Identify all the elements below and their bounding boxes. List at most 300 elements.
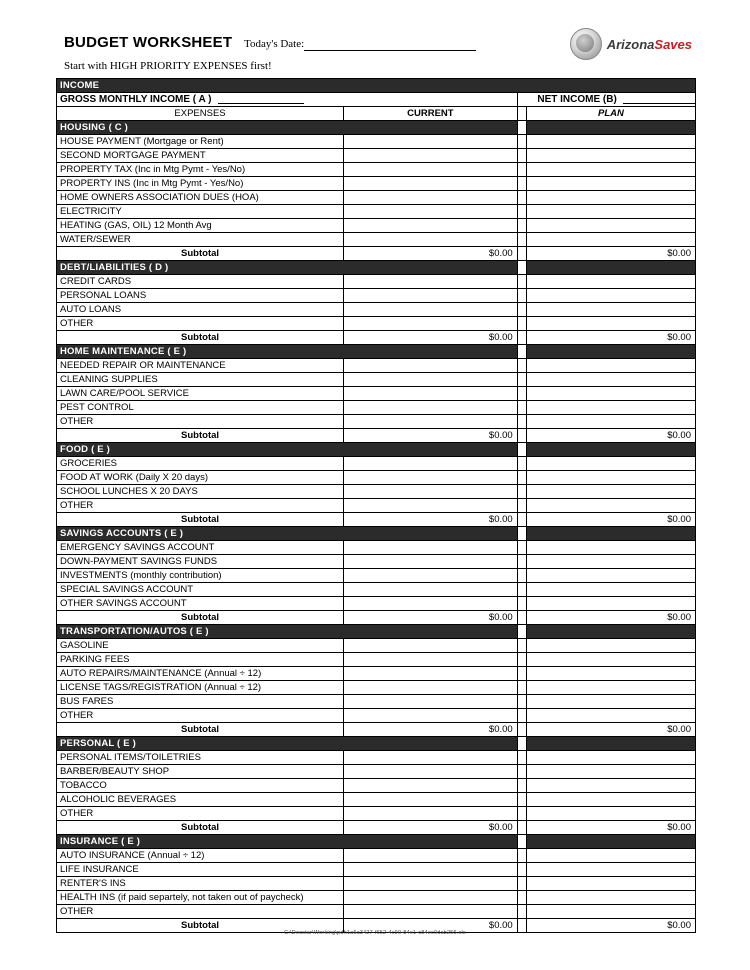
worksheet-header <box>56 22 696 78</box>
section-title: FOOD ( E ) <box>57 443 518 457</box>
subtotal-plan-value: $0.00 <box>526 331 695 345</box>
column-gap <box>517 555 526 569</box>
expense-plan-input[interactable] <box>526 905 695 919</box>
section-title-plan <box>526 345 695 359</box>
section-band-row <box>57 737 696 751</box>
expense-current-input[interactable] <box>344 765 518 779</box>
expense-label: OTHER SAVINGS ACCOUNT <box>57 597 344 611</box>
expense-plan-input[interactable] <box>526 219 695 233</box>
expense-label: AUTO LOANS <box>57 303 344 317</box>
expense-plan-input[interactable] <box>526 863 695 877</box>
subtotal-row <box>57 247 696 261</box>
table-row <box>57 387 696 401</box>
section-band-row <box>57 443 696 457</box>
subtotal-plan-value: $0.00 <box>526 247 695 261</box>
expense-current-input[interactable] <box>344 653 518 667</box>
column-gap <box>517 331 526 345</box>
todays-date-field[interactable] <box>304 50 476 51</box>
expense-label: DOWN-PAYMENT SAVINGS FUNDS <box>57 555 344 569</box>
subtotal-row <box>57 723 696 737</box>
column-gap <box>517 135 526 149</box>
expense-current-input[interactable] <box>344 751 518 765</box>
table-row <box>57 471 696 485</box>
expense-label: HOME OWNERS ASSOCIATION DUES (HOA) <box>57 191 344 205</box>
expense-current-input[interactable] <box>344 779 518 793</box>
subtotal-plan-value: $0.00 <box>526 821 695 835</box>
expense-current-input[interactable] <box>344 891 518 905</box>
section-title: INSURANCE ( E ) <box>57 835 518 849</box>
expense-plan-input[interactable] <box>526 149 695 163</box>
column-gap <box>517 485 526 499</box>
table-row <box>57 541 696 555</box>
expense-label: INVESTMENTS (monthly contribution) <box>57 569 344 583</box>
expense-label: TOBACCO <box>57 779 344 793</box>
section-title-plan <box>526 737 695 751</box>
section-title-plan <box>526 121 695 135</box>
subtotal-row <box>57 513 696 527</box>
expense-plan-input[interactable] <box>526 849 695 863</box>
expense-current-input[interactable] <box>344 149 518 163</box>
expense-current-input[interactable] <box>344 317 518 331</box>
table-row <box>57 905 696 919</box>
subtotal-row <box>57 821 696 835</box>
expense-plan-input[interactable] <box>526 751 695 765</box>
expense-current-input[interactable] <box>344 163 518 177</box>
expense-current-input[interactable] <box>344 191 518 205</box>
expense-label: PERSONAL LOANS <box>57 289 344 303</box>
net-income[interactable]: NET INCOME (B) <box>517 93 695 107</box>
expense-plan-input[interactable] <box>526 695 695 709</box>
table-row <box>57 457 696 471</box>
expense-label: LIFE INSURANCE <box>57 863 344 877</box>
subtotal-current-value: $0.00 <box>344 821 518 835</box>
expense-plan-input[interactable] <box>526 471 695 485</box>
subtotal-row <box>57 611 696 625</box>
column-gap <box>517 527 526 541</box>
section-band-row <box>57 527 696 541</box>
column-gap <box>517 569 526 583</box>
expense-plan-input[interactable] <box>526 457 695 471</box>
subtotal-label: Subtotal <box>57 723 344 737</box>
table-row <box>57 653 696 667</box>
expense-current-input[interactable] <box>344 905 518 919</box>
expense-label: WATER/SEWER <box>57 233 344 247</box>
expense-plan-input[interactable] <box>526 891 695 905</box>
expense-current-input[interactable] <box>344 289 518 303</box>
expense-current-input[interactable] <box>344 807 518 821</box>
expense-plan-input[interactable] <box>526 653 695 667</box>
expense-current-input[interactable] <box>344 863 518 877</box>
expense-current-input[interactable] <box>344 849 518 863</box>
expense-label: BARBER/BEAUTY SHOP <box>57 765 344 779</box>
table-row <box>57 681 696 695</box>
column-gap <box>517 191 526 205</box>
table-row <box>57 317 696 331</box>
expense-label: OTHER <box>57 905 344 919</box>
expense-label: OTHER <box>57 709 344 723</box>
expense-plan-input[interactable] <box>526 807 695 821</box>
income-band-label: INCOME <box>57 79 696 93</box>
section-title-plan <box>526 261 695 275</box>
expense-current-input[interactable] <box>344 793 518 807</box>
expense-label: SCHOOL LUNCHES X 20 DAYS <box>57 485 344 499</box>
subtotal-label: Subtotal <box>57 919 344 933</box>
expense-current-input[interactable] <box>344 373 518 387</box>
expense-current-input[interactable] <box>344 541 518 555</box>
table-row <box>57 807 696 821</box>
table-row <box>57 667 696 681</box>
table-row <box>57 303 696 317</box>
section-title: HOME MAINTENANCE ( E ) <box>57 345 518 359</box>
table-row <box>57 275 696 289</box>
expense-current-input[interactable] <box>344 457 518 471</box>
column-gap <box>517 597 526 611</box>
subtotal-label: Subtotal <box>57 331 344 345</box>
section-title: TRANSPORTATION/AUTOS ( E ) <box>57 625 518 639</box>
expense-plan-input[interactable] <box>526 877 695 891</box>
expense-current-input[interactable] <box>344 555 518 569</box>
column-gap <box>517 499 526 513</box>
expense-current-input[interactable] <box>344 639 518 653</box>
logo-text-secondary: Saves <box>654 36 692 52</box>
expense-plan-input[interactable] <box>526 569 695 583</box>
section-title: HOUSING ( C ) <box>57 121 518 135</box>
table-row <box>57 569 696 583</box>
column-gap <box>517 849 526 863</box>
expense-current-input[interactable] <box>344 667 518 681</box>
expense-plan-input[interactable] <box>526 709 695 723</box>
column-header-plan: PLAN <box>526 107 695 121</box>
table-row <box>57 793 696 807</box>
expense-label: CLEANING SUPPLIES <box>57 373 344 387</box>
expense-current-input[interactable] <box>344 569 518 583</box>
column-gap <box>517 457 526 471</box>
expense-label: HEATING (GAS, OIL) 12 Month Avg <box>57 219 344 233</box>
subtotal-label: Subtotal <box>57 513 344 527</box>
table-row <box>57 233 696 247</box>
expense-current-input[interactable] <box>344 401 518 415</box>
expense-plan-input[interactable] <box>526 681 695 695</box>
expense-label: NEEDED REPAIR OR MAINTENANCE <box>57 359 344 373</box>
column-gap <box>517 793 526 807</box>
column-gap <box>517 107 526 121</box>
expense-label: ALCOHOLIC BEVERAGES <box>57 793 344 807</box>
column-header-current: CURRENT <box>344 107 518 121</box>
table-row <box>57 163 696 177</box>
expense-current-input[interactable] <box>344 233 518 247</box>
column-gap <box>517 835 526 849</box>
table-row <box>57 583 696 597</box>
subtotal-current-value: $0.00 <box>344 429 518 443</box>
section-title-plan <box>526 527 695 541</box>
column-gap <box>517 289 526 303</box>
section-title: PERSONAL ( E ) <box>57 737 518 751</box>
column-gap <box>517 807 526 821</box>
column-gap <box>517 681 526 695</box>
table-row <box>57 849 696 863</box>
subtotal-plan-value: $0.00 <box>526 919 695 933</box>
subtotal-current-value: $0.00 <box>344 723 518 737</box>
table-row <box>57 135 696 149</box>
expense-plan-input[interactable] <box>526 163 695 177</box>
subtotal-row <box>57 429 696 443</box>
expense-current-input[interactable] <box>344 695 518 709</box>
expense-current-input[interactable] <box>344 681 518 695</box>
expense-current-input[interactable] <box>344 485 518 499</box>
subtotal-current-value: $0.00 <box>344 513 518 527</box>
expense-plan-input[interactable] <box>526 135 695 149</box>
expense-current-input[interactable] <box>344 135 518 149</box>
logo-text <box>607 37 692 52</box>
table-row <box>57 191 696 205</box>
expense-current-input[interactable] <box>344 205 518 219</box>
column-gap <box>517 149 526 163</box>
income-band-row <box>57 79 696 93</box>
column-gap <box>517 821 526 835</box>
column-gap <box>517 415 526 429</box>
column-gap <box>517 611 526 625</box>
column-gap <box>517 723 526 737</box>
column-gap <box>517 233 526 247</box>
page-subtitle: Start with HIGH PRIORITY EXPENSES first! <box>64 60 272 72</box>
section-title-plan <box>526 835 695 849</box>
table-row <box>57 751 696 765</box>
table-row <box>57 485 696 499</box>
column-gap <box>517 303 526 317</box>
expense-label: RENTER'S INS <box>57 877 344 891</box>
column-gap <box>517 891 526 905</box>
expense-plan-input[interactable] <box>526 415 695 429</box>
table-row <box>57 205 696 219</box>
expense-current-input[interactable] <box>344 359 518 373</box>
expense-plan-input[interactable] <box>526 373 695 387</box>
expense-label: BUS FARES <box>57 695 344 709</box>
expense-plan-input[interactable] <box>526 765 695 779</box>
column-gap <box>517 667 526 681</box>
column-gap <box>517 205 526 219</box>
expense-plan-input[interactable] <box>526 793 695 807</box>
expense-plan-input[interactable] <box>526 639 695 653</box>
column-gap <box>517 443 526 457</box>
footer-path: C:\Docstar\Working\pdh1a6a3427-f652-4c90-84e1-c84ec0dab255.xls <box>284 930 466 936</box>
expense-current-input[interactable] <box>344 415 518 429</box>
subtotal-row <box>57 331 696 345</box>
column-gap <box>517 751 526 765</box>
column-gap <box>517 429 526 443</box>
column-gap <box>517 779 526 793</box>
column-gap <box>517 541 526 555</box>
table-row <box>57 695 696 709</box>
section-title-plan <box>526 625 695 639</box>
net-income-input[interactable] <box>623 103 696 104</box>
expense-plan-input[interactable] <box>526 387 695 401</box>
expense-plan-input[interactable] <box>526 233 695 247</box>
column-gap <box>517 387 526 401</box>
table-row <box>57 499 696 513</box>
column-gap <box>517 737 526 751</box>
table-row <box>57 639 696 653</box>
expense-label: PROPERTY TAX (Inc in Mtg Pymt - Yes/No) <box>57 163 344 177</box>
section-band-row <box>57 835 696 849</box>
table-row <box>57 877 696 891</box>
expense-plan-input[interactable] <box>526 359 695 373</box>
section-title: SAVINGS ACCOUNTS ( E ) <box>57 527 518 541</box>
column-gap <box>517 401 526 415</box>
expense-plan-input[interactable] <box>526 191 695 205</box>
section-band-row <box>57 625 696 639</box>
table-row <box>57 891 696 905</box>
page-title: BUDGET WORKSHEET <box>64 34 233 51</box>
expense-label: HOUSE PAYMENT (Mortgage or Rent) <box>57 135 344 149</box>
column-gap <box>517 247 526 261</box>
column-gap <box>517 261 526 275</box>
expense-label: GASOLINE <box>57 639 344 653</box>
expense-label: PEST CONTROL <box>57 401 344 415</box>
subtotal-label: Subtotal <box>57 429 344 443</box>
table-row <box>57 289 696 303</box>
worksheet-sheet <box>56 22 696 933</box>
expense-plan-input[interactable] <box>526 205 695 219</box>
expense-label: HEALTH INS (if paid separtely, not taken out of paycheck) <box>57 891 344 905</box>
expense-current-input[interactable] <box>344 499 518 513</box>
subtotal-label: Subtotal <box>57 611 344 625</box>
expense-label: FOOD AT WORK (Daily X 20 days) <box>57 471 344 485</box>
column-gap <box>517 163 526 177</box>
subtotal-current-value: $0.00 <box>344 247 518 261</box>
table-row <box>57 401 696 415</box>
expense-current-input[interactable] <box>344 219 518 233</box>
expense-current-input[interactable] <box>344 583 518 597</box>
table-row <box>57 177 696 191</box>
column-gap <box>517 275 526 289</box>
expense-plan-input[interactable] <box>526 499 695 513</box>
column-gap <box>517 359 526 373</box>
expense-plan-input[interactable] <box>526 303 695 317</box>
column-header-expenses: EXPENSES <box>57 107 344 121</box>
table-row <box>57 765 696 779</box>
expense-plan-input[interactable] <box>526 541 695 555</box>
budget-table <box>56 78 696 933</box>
expense-label: ELECTRICITY <box>57 205 344 219</box>
column-gap <box>517 653 526 667</box>
expense-label: OTHER <box>57 499 344 513</box>
column-gap <box>517 709 526 723</box>
expense-current-input[interactable] <box>344 303 518 317</box>
expense-plan-input[interactable] <box>526 289 695 303</box>
expense-plan-input[interactable] <box>526 583 695 597</box>
expense-label: OTHER <box>57 415 344 429</box>
column-gap <box>517 121 526 135</box>
table-row <box>57 555 696 569</box>
column-gap <box>517 877 526 891</box>
expense-plan-input[interactable] <box>526 177 695 191</box>
column-gap <box>517 765 526 779</box>
expense-label: OTHER <box>57 807 344 821</box>
expense-plan-input[interactable] <box>526 779 695 793</box>
expense-plan-input[interactable] <box>526 555 695 569</box>
expense-current-input[interactable] <box>344 177 518 191</box>
expense-plan-input[interactable] <box>526 317 695 331</box>
column-gap <box>517 905 526 919</box>
expense-current-input[interactable] <box>344 709 518 723</box>
table-row <box>57 149 696 163</box>
logo-text-primary: Arizona <box>606 36 655 52</box>
table-row <box>57 863 696 877</box>
subtotal-label: Subtotal <box>57 821 344 835</box>
expense-label: PERSONAL ITEMS/TOILETRIES <box>57 751 344 765</box>
todays-date-label: Today's Date: <box>244 38 305 50</box>
expense-label: OTHER <box>57 317 344 331</box>
subtotal-current-value: $0.00 <box>344 331 518 345</box>
section-title-plan <box>526 443 695 457</box>
column-gap <box>517 639 526 653</box>
table-row <box>57 779 696 793</box>
expense-label: LAWN CARE/POOL SERVICE <box>57 387 344 401</box>
coin-icon <box>570 28 602 60</box>
expense-current-input[interactable] <box>344 275 518 289</box>
column-gap <box>517 863 526 877</box>
expense-current-input[interactable] <box>344 597 518 611</box>
section-band-row <box>57 261 696 275</box>
column-gap <box>517 695 526 709</box>
subtotal-current-value: $0.00 <box>344 611 518 625</box>
section-band-row <box>57 121 696 135</box>
column-gap <box>517 177 526 191</box>
table-row <box>57 359 696 373</box>
expense-plan-input[interactable] <box>526 275 695 289</box>
column-gap <box>517 373 526 387</box>
expense-current-input[interactable] <box>344 471 518 485</box>
table-row <box>57 373 696 387</box>
expense-plan-input[interactable] <box>526 401 695 415</box>
section-title: DEBT/LIABILITIES ( D ) <box>57 261 518 275</box>
column-gap <box>517 317 526 331</box>
expense-label: AUTO INSURANCE (Annual ÷ 12) <box>57 849 344 863</box>
expense-current-input[interactable] <box>344 877 518 891</box>
column-gap <box>517 345 526 359</box>
table-row <box>57 709 696 723</box>
column-gap <box>517 583 526 597</box>
arizona-saves-logo <box>570 28 692 60</box>
subtotal-plan-value: $0.00 <box>526 611 695 625</box>
expense-current-input[interactable] <box>344 387 518 401</box>
table-row <box>57 597 696 611</box>
expense-plan-input[interactable] <box>526 597 695 611</box>
expense-label: LICENSE TAGS/REGISTRATION (Annual ÷ 12) <box>57 681 344 695</box>
expense-plan-input[interactable] <box>526 485 695 499</box>
expense-plan-input[interactable] <box>526 667 695 681</box>
subtotal-plan-value: $0.00 <box>526 429 695 443</box>
table-row <box>57 219 696 233</box>
column-gap <box>517 471 526 485</box>
budget-table-body <box>57 79 696 933</box>
gross-monthly-income[interactable]: GROSS MONTHLY INCOME ( A ) <box>57 93 518 107</box>
subtotal-plan-value: $0.00 <box>526 513 695 527</box>
expense-label: GROCERIES <box>57 457 344 471</box>
expense-label: PROPERTY INS (Inc in Mtg Pymt - Yes/No) <box>57 177 344 191</box>
column-gap <box>517 625 526 639</box>
subtotal-current-value: $0.00 <box>344 919 518 933</box>
column-header-row <box>57 107 696 121</box>
gross-income-input[interactable] <box>218 103 304 104</box>
section-band-row <box>57 345 696 359</box>
income-fields-row <box>57 93 696 107</box>
subtotal-plan-value: $0.00 <box>526 723 695 737</box>
expense-label: SPECIAL SAVINGS ACCOUNT <box>57 583 344 597</box>
expense-label: EMERGENCY SAVINGS ACCOUNT <box>57 541 344 555</box>
table-row <box>57 415 696 429</box>
column-gap <box>517 513 526 527</box>
